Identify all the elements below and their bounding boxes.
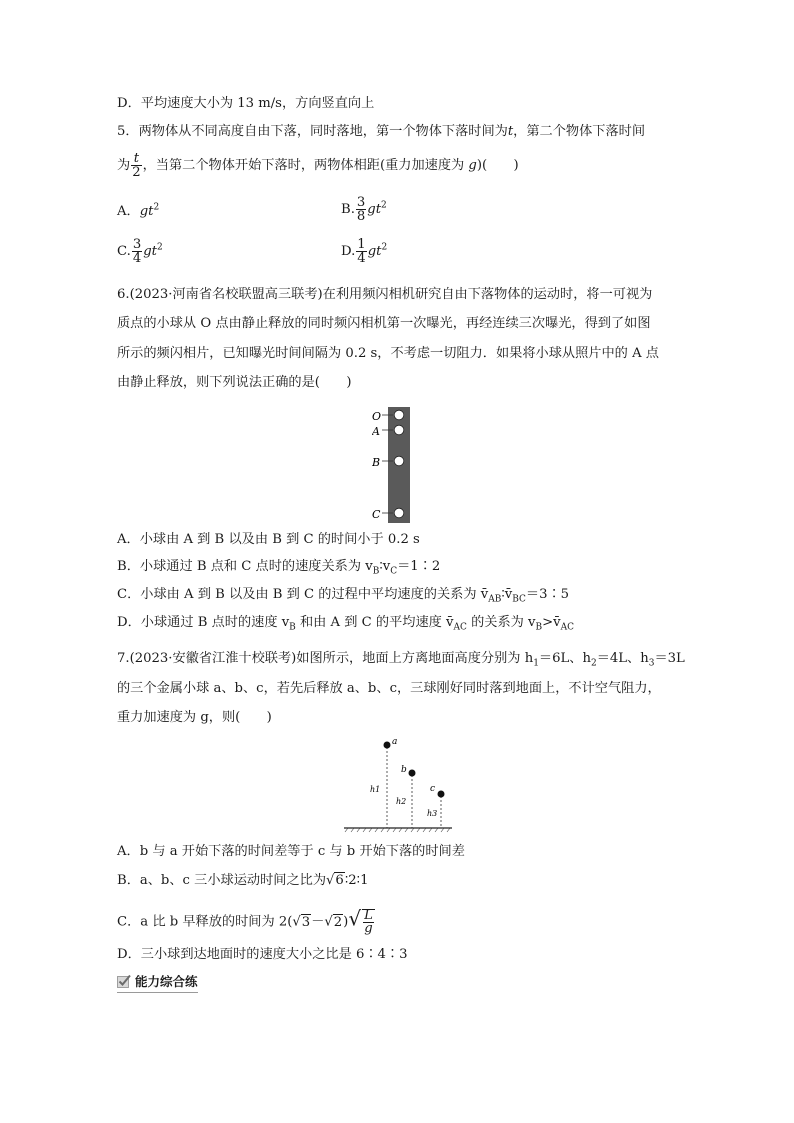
checkmark-icon bbox=[117, 974, 131, 988]
label-c: C bbox=[372, 508, 381, 521]
q6-option-a[interactable]: A．小球由 A 到 B 以及由 B 到 C 的时间小于 0.2 s bbox=[117, 532, 420, 547]
q7-three-balls-figure bbox=[340, 735, 460, 835]
q7-option-b[interactable]: B．a、b、c 三小球运动时间之比为√6∶2∶1 bbox=[117, 873, 369, 888]
q5-option-d[interactable]: D. $\frac{1}{4}$ $gt^2$ bbox=[341, 237, 388, 266]
label-h3: h3 bbox=[427, 809, 438, 818]
label-h1: h1 bbox=[370, 785, 381, 794]
label-h2: h2 bbox=[396, 797, 407, 806]
q5-option-a[interactable]: A．$gt^2$ bbox=[117, 202, 160, 219]
q7-option-d[interactable]: D．三小球到达地面时的速度大小之比是 6∶4∶3 bbox=[117, 947, 408, 962]
q6-stem-line3: 所示的频闪相片，已知曝光时间间隔为 0.2 s，不考虑一切阻力．如果将小球从照片中的 A 点 bbox=[117, 346, 659, 361]
section-badge-label: 能力综合练 bbox=[135, 974, 198, 989]
q6-option-c[interactable]: C．小球由 A 到 B 以及由 B 到 C 的过程中平均速度的关系为 $v̄_{AB}∶v̄_{BC}=3∶5$ bbox=[117, 587, 570, 605]
q6-stem-line4: 由静止释放，则下列说法正确的是( ) bbox=[117, 375, 352, 390]
q6-stem-line1: 6.(2023·河南省名校联盟高三联考)在利用频闪相机研究自由下落物体的运动时，将一可视为 bbox=[117, 287, 653, 302]
ball-c bbox=[438, 791, 445, 798]
q7-stem-line2: 的三个金属小球 a、b、c，若先后释放 a、b、c，三球刚好同时落到地面上，不计空气阻力， bbox=[117, 681, 661, 696]
q7-option-c[interactable]: C．a 比 b 早释放的时间为 2(√3－√2)√ $\frac{L}{g}$ bbox=[117, 906, 373, 936]
q5-fraction-t-over-2: $\frac{t}{2}$ bbox=[132, 151, 141, 180]
q6-option-d[interactable]: D．小球通过 B 点时的速度 $v_B$ 和由 A 到 C 的平均速度 $v̄_{AC}$ 的关系为 $v_B>v̄_{AC}$ bbox=[117, 615, 575, 633]
q5-stem-line2: 为 $\frac{t}{2}$ ，当第二个物体开始下落时，两物体相距(重力加速度为 g)( ) bbox=[117, 151, 519, 180]
label-b: B bbox=[372, 456, 381, 469]
label-ball-c: c bbox=[430, 784, 436, 794]
label-ball-b: b bbox=[401, 765, 407, 775]
q7-stem-line1: 7.(2023·安徽省江淮十校联考)如图所示，地面上方离地面高度分别为 $h_1=6L$、$h_2=4L$、$h_3=3L$ bbox=[117, 651, 685, 669]
q7-option-a[interactable]: A．b 与 a 开始下落的时间差等于 c 与 b 开始下落的时间差 bbox=[117, 844, 465, 859]
q6-stem-line2: 质点的小球从 O 点由静止释放的同时频闪相机第一次曝光，再经连续三次曝光，得到了如图 bbox=[117, 316, 651, 331]
label-o: O bbox=[372, 410, 382, 423]
ball-b bbox=[409, 770, 416, 777]
q5-option-c[interactable]: C. $\frac{3}{4}$ $gt^2$ bbox=[117, 237, 163, 266]
q7-stem-line3: 重力加速度为 g，则( ) bbox=[117, 710, 272, 725]
q5-stem-line1: 5．两物体从不同高度自由下落，同时落地，第一个物体下落时间为t，第二个物体下落时间 bbox=[117, 124, 646, 139]
q5-option-b[interactable]: B. $\frac{3}{8}$ $gt^2$ bbox=[341, 195, 387, 224]
ball-a bbox=[384, 742, 391, 749]
prev-option-d: D．平均速度大小为 13 m/s，方向竖直向上 bbox=[117, 96, 375, 111]
label-a: A bbox=[372, 425, 380, 438]
section-badge-comprehensive-practice bbox=[117, 972, 198, 993]
q6-strobe-photo-figure bbox=[372, 405, 432, 525]
label-ball-a: a bbox=[392, 737, 398, 747]
q6-option-b[interactable]: B．小球通过 B 点和 C 点时的速度关系为 $v_B∶v_C=1∶2$ bbox=[117, 559, 441, 577]
